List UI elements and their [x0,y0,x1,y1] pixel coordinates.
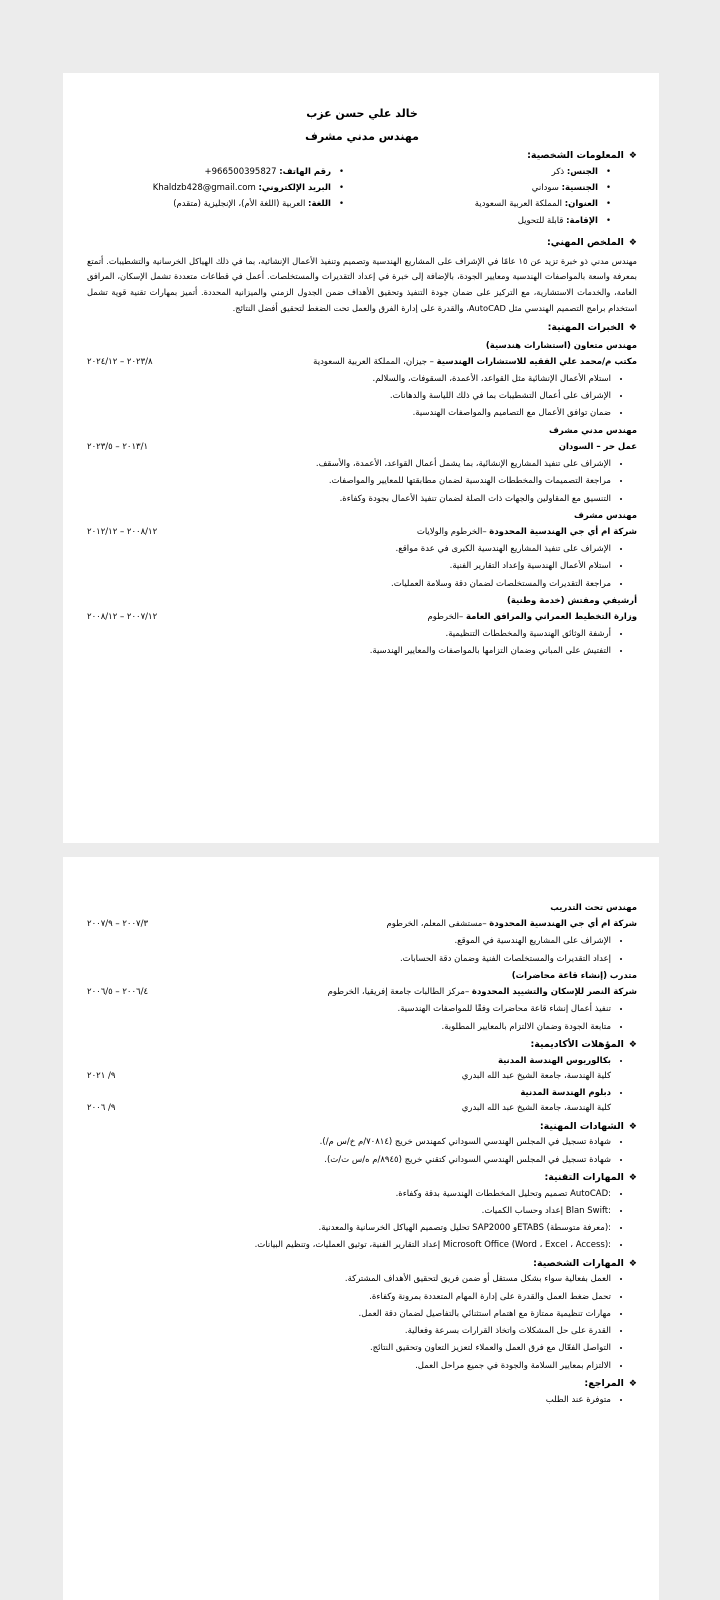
job-org-name: شركة ام أي جي الهندسية المحدودة [489,526,637,537]
job-org-name: وزارة التخطيط العمراني والمرافق العامة [465,612,637,623]
job-duties [87,459,637,505]
job-duty-item: • الإشراف على تنفيذ المشاريع الهندسية الكبرى في عدة مواقع. [87,544,611,555]
job-date: ٢٠٢٣/٨ – ٢٠٢٤/١٢ [87,356,153,367]
education-list [87,1056,637,1115]
job-org [417,527,637,538]
job-role: أرشيفي ومفتش (خدمة وطنية) [507,595,637,606]
section-heading-tech-skills: ❖المهارات التقنية: [544,1171,637,1183]
job-role: مهندس متعاون (استشارات هندسية) [485,340,637,351]
soft-skill-item: • تحمل ضغط العمل والقدرة على إدارة المهام المتعددة بمرونة وكفاءة. [87,1292,611,1303]
job-duty-item: • متابعة الجودة وضمان الالتزام بالمعايير المطلوبة. [87,1022,611,1033]
job-duties [87,544,637,590]
experience-list [87,341,637,658]
certificate-item: • شهادة تسجيل في المجلس الهندسي السوداني كمهندس خريج (٧٠٨١٤/م خ/س م/). [87,1137,611,1148]
job-date: ٢٠٠٧/٣ – ٢٠٠٧/٩ [87,919,149,930]
job-org-name: مكتب م/محمد علي الفقيه للاستشارات الهندسية [436,356,637,367]
job-duties [87,936,637,964]
job-duties [87,374,637,420]
soft-skill-item: • مهارات تنظيمية ممتازة مع اهتمام استثنائي بالتفاصيل لضمان دقة العمل. [87,1309,611,1320]
degree-name: • دبلوم الهندسة المدنية [87,1088,611,1099]
email-row: • البريد الإلكتروني: Khaldzb428@gmail.com [152,183,344,194]
degree-date: ٩/ ٢٠٠٦ [87,1103,116,1114]
diamond-bullet-icon: ❖ [628,322,637,333]
tech-skill-name: Blan Swift: [565,1205,611,1216]
phone-row: • رقم الهاتف: +966500395827 [204,166,344,177]
job-duty-item: • استلام الأعمال الإنشائية مثل القواعد، الأعمدة، السقوفات، والسلالم. [87,374,611,385]
section-heading-summary: ❖الملخص المهني: [546,236,637,248]
job-org-name: عمل حر – السودان [558,441,637,452]
experience-list-continued [87,903,637,1033]
job-org-location: –مستشفى المعلم، الخرطوم [386,919,490,930]
gender-row: • الجنس: ذكر [551,166,611,177]
job-org-name: شركة ام أي جي الهندسية المحدودة [489,919,637,930]
job-duty-item: • الإشراف على أعمال التشطيبات بما في ذلك اللياسة والدهانات. [87,391,611,402]
job-org-location: –الخرطوم [427,612,466,623]
personal-info-grid [87,167,637,232]
job-org-row [87,612,637,623]
residence-row: • الإقامة: قابلة للتحويل [517,215,611,226]
job-duties [87,1004,637,1032]
resume-page-1 [63,73,659,843]
job-duty-item: • ضمان توافق الأعمال مع التصاميم والمواصفات الهندسية. [87,408,611,419]
job-duty-item: • التفتيش على المباني وضمان التزامها بالمواصفات والمعايير الهندسية. [87,646,611,657]
job-duty-item: • استلام الأعمال الهندسية وإعداد التقارير الفنية. [87,561,611,572]
job-org-location: – جيزان، المملكة العربية السعودية [313,356,437,367]
degree-list [87,1088,637,1099]
job-org [313,357,637,368]
job-org-location: –الخرطوم والولايات [416,526,490,537]
tech-skills-list [87,1189,637,1252]
soft-skills-list [87,1274,637,1371]
tech-skill-item [87,1240,611,1251]
tech-skill-desc: إعداد التقارير الفنية، توثيق العمليات، وتنظيم البيانات. [254,1240,443,1251]
section-heading-experience: ❖الخبرات المهنية: [547,321,637,333]
degree-date: ٩/ ٢٠٢١ [87,1070,116,1081]
degree-school: كلية الهندسة، جامعة الشيخ عبد الله البدري [461,1070,611,1081]
job-org [559,442,637,453]
soft-skill-item: • القدرة على حل المشكلات واتخاذ القرارات بسرعة وفعالية. [87,1326,611,1337]
section-heading-certificates: ❖الشهادات المهنية: [539,1120,637,1132]
job-date: ٢٠١٣/١ – ٢٠٢٣/٥ [87,441,149,452]
job-duty-item: • مراجعة التقديرات والمستخلصات لضمان دقة وسلامة العمليات. [87,579,611,590]
soft-skill-item: • الالتزام بمعايير السلامة والجودة في جميع مراحل العمل. [87,1361,611,1372]
job-date: ٢٠٠٦/٤ – ٢٠٠٦/٥ [87,987,149,998]
tech-skill-name: SAP2000 وETABS (معرفة متوسطة): [472,1223,611,1234]
tech-skill-desc: إعداد وحساب الكميات. [481,1205,566,1216]
tech-skill-item [87,1189,611,1200]
section-heading-soft-skills: ❖المهارات الشخصية: [533,1257,637,1269]
job-date: ٢٠٠٨/١٢ – ٢٠١٢/١٢ [87,526,158,537]
job-org [427,612,637,623]
soft-skill-item: • التواصل الفعّال مع فرق العمل والعملاء لتعزيز التعاون وتحقيق النتائج. [87,1343,611,1354]
diamond-bullet-icon: ❖ [628,1039,637,1050]
tech-skill-desc: تصميم وتحليل المخططات الهندسية بدقة وكفاءة. [395,1188,571,1199]
job-org-row [87,442,637,453]
tech-skill-desc: تحليل وتصميم الهياكل الخرسانية والمعدنية. [318,1223,473,1234]
diamond-bullet-icon: ❖ [628,151,637,162]
job-role: مهندس تحت التدريب [550,903,637,913]
soft-skill-item: • العمل بفعالية سواء بشكل مستقل أو ضمن فريق لتحقيق الأهداف المشتركة. [87,1274,611,1285]
degree-school: كلية الهندسة، جامعة الشيخ عبد الله البدري [461,1103,611,1114]
diamond-bullet-icon: ❖ [628,1378,637,1389]
job-org-name: شركة النصر للإسكان والتشييد المحدودة [471,987,637,998]
certificate-item: • شهادة تسجيل في المجلس الهندسي السوداني كتقني خريج (٨٩٤٥/م ه/س ت/ت). [87,1155,611,1166]
job-org-row [87,919,637,930]
job-duty-item: • الإشراف على تنفيذ المشاريع الإنشائية، بما يشمل أعمال القواعد، الأعمدة، والأسقف. [87,459,611,470]
job-org-row [87,357,637,368]
job-duty-item: • التنسيق مع المقاولين والجهات ذات الصلة لضمان تنفيذ الأعمال بجودة وكفاءة. [87,494,611,505]
job-role: مهندس مشرف [573,510,637,521]
section-heading-personal: ❖المعلومات الشخصية: [527,150,637,162]
tech-skill-name: AutoCAD: [570,1188,611,1199]
degree-list [87,1056,637,1067]
job-duty-item: • أرشفة الوثائق الهندسية والمخططات التنظيمية. [87,629,611,640]
job-org [387,919,637,930]
tech-skill-item [87,1206,611,1217]
summary-paragraph: مهندس مدني ذو خبرة تزيد عن ١٥ عامًا في الإشراف على المشاريع الهندسية وتصميم وتنفيذ الأعمال الإنشائية، بما في ذلك الهياكل الخرسانية والتشطيبات. أتمتع بمعرفة واسعة بالمواصفات الهندسية ومعايير الجودة، بالإضافة إلى خبرة في إعداد التقديرات والمستخلصات. أعمل في قطاعات متعددة تشمل الإسكان، المرافق العامة، والخدمات الاستشارية، مع التركيز على ضمان جودة التنفيذ وتحقيق الأهداف ضمن الجدول الزمني والميزانية المحددة. أتميز بمهارات تقنية قوية تشمل استخدام برامج التصميم الهندسي مثل AutoCAD، والقدرة على إدارة الفرق والعمل تحت الضغط لتحقيق أفضل النتائج. [87,255,637,313]
tech-skill-name: Microsoft Office (Word ، Excel ، Access): [442,1240,611,1251]
references-list [87,1395,637,1406]
reference-item: • متوفرة عند الطلب [87,1395,611,1406]
job-org-location: –مركز الطالبات جامعة إفريقيا، الخرطوم [327,987,472,998]
diamond-bullet-icon: ❖ [628,237,637,248]
job-date: ٢٠٠٧/١٢ – ٢٠٠٨/١٢ [87,612,158,623]
job-duty-item: • مراجعة التصميمات والمخططات الهندسية لضمان مطابقتها للمعايير والمواصفات. [87,476,611,487]
section-heading-references: ❖المراجع: [584,1377,637,1389]
job-org-row [87,527,637,538]
job-duty-item: • إعداد التقديرات والمستخلصات الفنية وضمان دقة الحسابات. [87,954,611,965]
diamond-bullet-icon: ❖ [628,1258,637,1269]
diamond-bullet-icon: ❖ [628,1121,637,1132]
degree-school-row [87,1103,637,1114]
job-role: مهندس مدني مشرف [549,425,637,436]
diamond-bullet-icon: ❖ [628,1172,637,1183]
resume-page-2 [63,857,659,1600]
degree-school-row [87,1071,637,1082]
job-duty-item: • تنفيذ أعمال إنشاء قاعة محاضرات وفقًا للمواصفات الهندسية. [87,1004,611,1015]
tech-skill-item [87,1223,611,1234]
language-row: • اللغة: العربية (اللغة الأم)، الإنجليزية (متقدم) [173,199,344,210]
job-duty-item: • الإشراف على المشاريع الهندسية في الموقع. [87,936,611,947]
certificates-list [87,1137,637,1165]
degree-name: • بكالوريوس الهندسة المدنية [87,1056,611,1067]
job-duties [87,629,637,657]
job-org-row [87,987,637,998]
job-org [328,987,637,998]
candidate-title: مهندس مدني مشرف [305,129,419,143]
address-row: • العنوان: المملكة العربية السعودية [474,199,611,210]
section-heading-education: ❖المؤهلات الأكاديمية: [530,1038,637,1050]
job-role: متدرب (إنشاء قاعة محاضرات) [511,970,637,981]
nationality-row: • الجنسية: سوداني [531,183,611,194]
candidate-name: خالد علي حسن عزب [306,107,418,120]
